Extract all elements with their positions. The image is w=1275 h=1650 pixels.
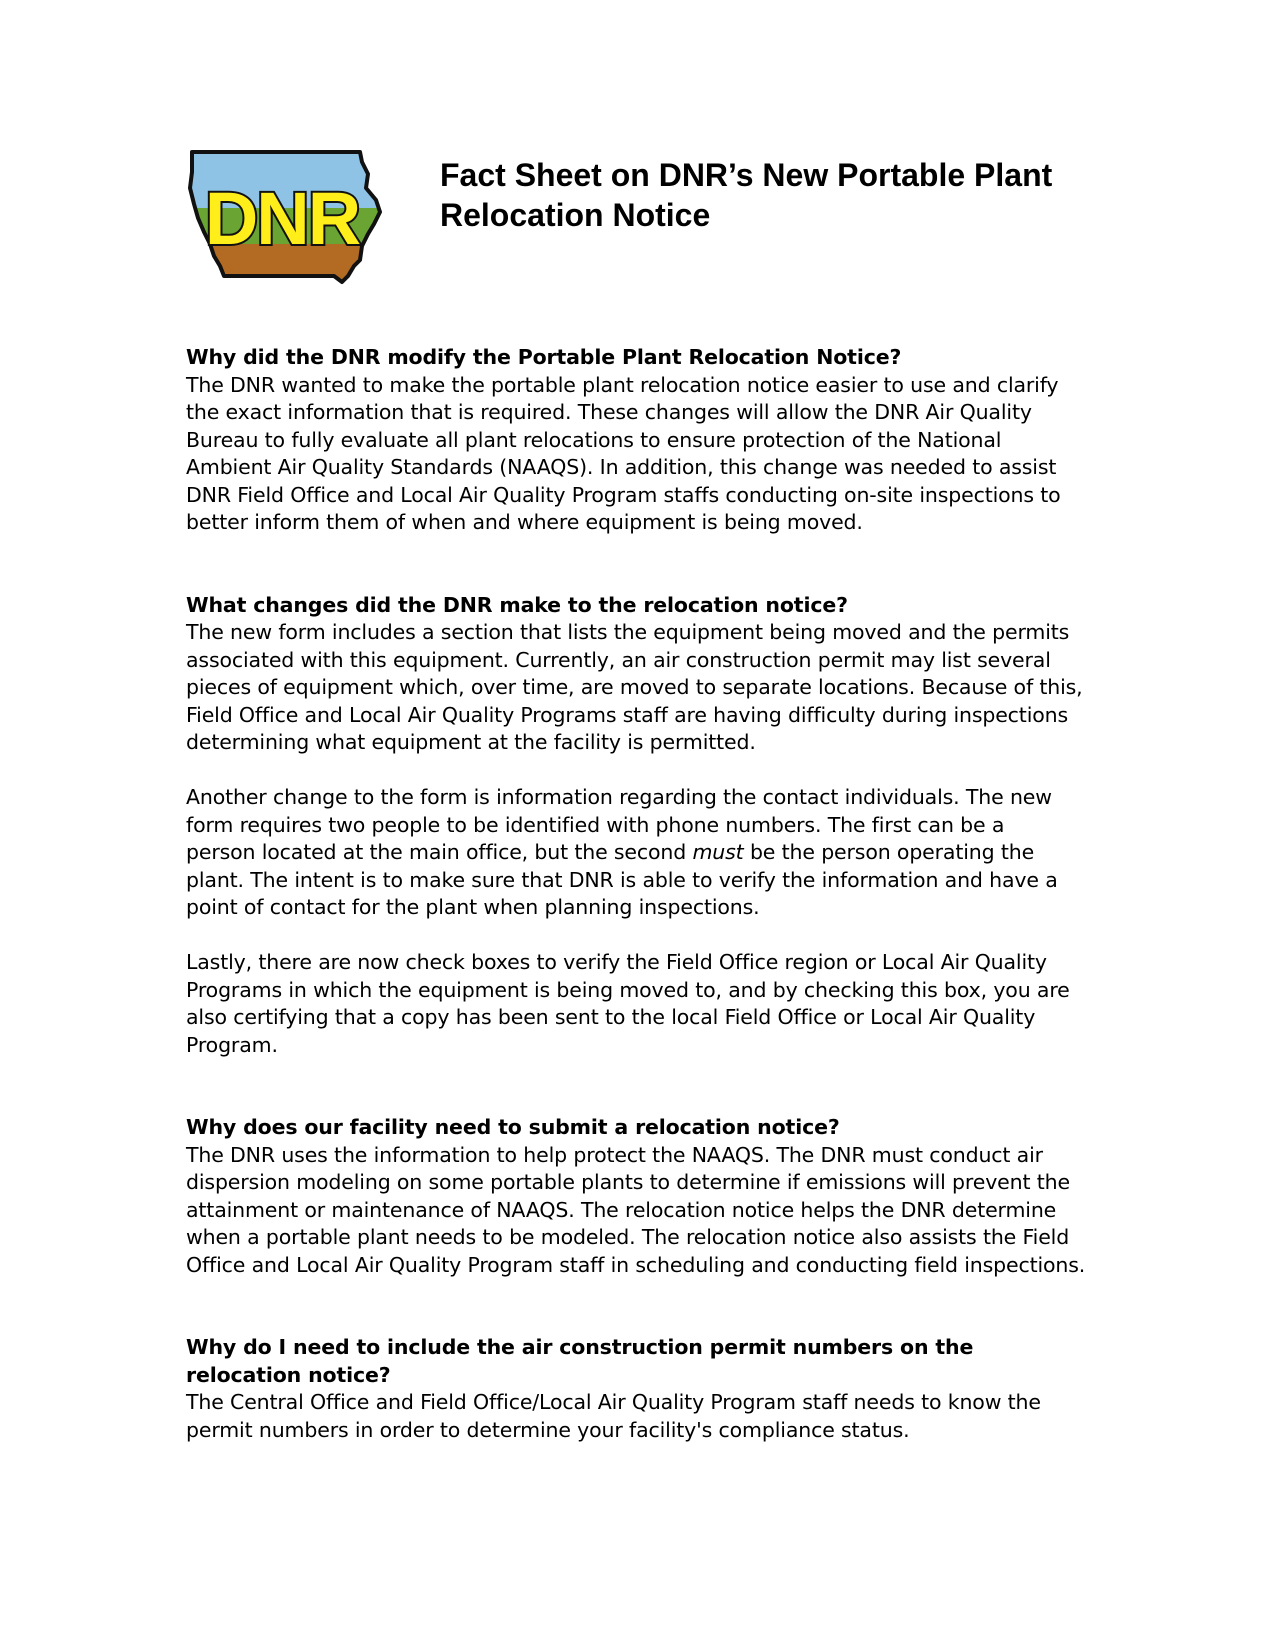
text-line: plant. The intent is to make sure that DNR is able to verify the information and have a: [186, 867, 1058, 892]
text-line: form requires two people to be identified with phone numbers. The first can be a: [186, 812, 1005, 837]
text-line: also certifying that a copy has been sent to the local Field Office or Local Air Quality: [186, 1005, 1036, 1029]
text-line: Office and Local Air Quality Program staff in scheduling and conducting field inspections.: [186, 1252, 1086, 1277]
paragraph: [186, 372, 1086, 537]
section-heading: Why did the DNR modify the Portable Plant Relocation Notice?: [186, 345, 902, 369]
text-line: The new form includes a section that lists the equipment being moved and the permits: [186, 620, 1070, 644]
section-heading: What changes did the DNR make to the relocation notice?: [186, 592, 848, 617]
text-line: attainment or maintenance of NAAQS. The relocation notice helps the DNR determine: [186, 1197, 1057, 1222]
text-line: determining what equipment at the facility is permitted.: [186, 730, 756, 754]
text-line: Bureau to fully evaluate all plant relocations to ensure protection of the National: [186, 427, 1002, 452]
title-line: Fact Sheet on DNR’s New Portable Plant: [440, 157, 1053, 193]
text-line: point of contact for the plant when planning inspections.: [186, 895, 760, 919]
text-line: Programs in which the equipment is being moved to, and by checking this box, you are: [186, 977, 1070, 1002]
text-line: Another change to the form is information regarding the contact individuals. The new: [186, 785, 1052, 809]
text-line: Field Office and Local Air Quality Programs staff are having difficulty during inspections: [186, 702, 1069, 727]
fact-sheet-body: [186, 344, 1086, 1444]
text-line: pieces of equipment which, over time, are moved to separate locations. Because of this,: [186, 675, 1083, 699]
text-line: when a portable plant needs to be modeled. The relocation notice also assists the Field: [186, 1225, 1070, 1249]
text-line: associated with this equipment. Currently, an air construction permit may list several: [186, 647, 1051, 672]
text-fragment: be the person operating the: [743, 840, 1035, 864]
text-line-with-emphasis: [186, 839, 1086, 867]
text-line: The Central Office and Field Office/Local Air Quality Program staff needs to know the: [186, 1390, 1041, 1414]
heading-line: Why do I need to include the air construction permit numbers on the: [186, 1335, 974, 1359]
paragraph: [186, 619, 1086, 757]
section-heading: Why does our facility need to submit a relocation notice?: [186, 1115, 840, 1139]
text-line: DNR Field Office and Local Air Quality Program staffs conducting on-site inspections to: [186, 482, 1061, 507]
emphasis-word: must: [692, 840, 744, 864]
text-line: Ambient Air Quality Standards (NAAQS). In addition, this change was needed to assist: [186, 455, 1057, 479]
text-line: permit numbers in order to determine your facility's compliance status.: [186, 1417, 910, 1442]
section-heading: [186, 1334, 1086, 1389]
heading-line: relocation notice?: [186, 1362, 391, 1387]
paragraph: [186, 1389, 1086, 1444]
page-title: [440, 155, 1120, 235]
paragraph: [186, 784, 1086, 922]
faq-section: [186, 592, 1086, 1060]
logo-letters: DNR: [204, 177, 360, 260]
text-line: The DNR uses the information to help protect the NAAQS. The DNR must conduct air: [186, 1142, 1043, 1167]
text-line: Lastly, there are now check boxes to verify the Field Office region or Local Air Quality: [186, 950, 1047, 974]
dnr-logo: [184, 148, 394, 288]
paragraph: [186, 1142, 1086, 1280]
text-line: the exact information that is required. These changes will allow the DNR Air Quality: [186, 400, 1032, 424]
text-line: dispersion modeling on some portable plants to determine if emissions will prevent the: [186, 1170, 1070, 1194]
text-line: better inform them of when and where equipment is being moved.: [186, 510, 863, 534]
title-line: Relocation Notice: [440, 197, 711, 233]
paragraph: [186, 949, 1086, 1059]
text-line: The DNR wanted to make the portable plant relocation notice easier to use and clarify: [186, 372, 1059, 397]
text-fragment: person located at the main office, but the second: [186, 840, 693, 864]
faq-section: [186, 344, 1086, 537]
faq-section: [186, 1334, 1086, 1444]
faq-section: [186, 1114, 1086, 1279]
text-line: Program.: [186, 1032, 278, 1057]
